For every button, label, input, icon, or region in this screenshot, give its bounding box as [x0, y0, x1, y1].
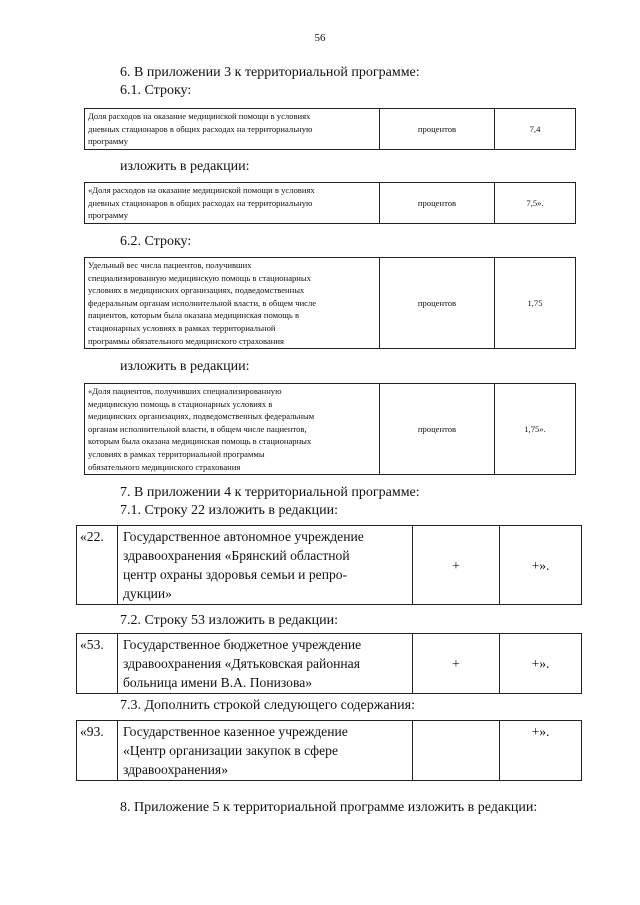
unit-cell: процентов — [380, 258, 495, 349]
text-line: центр охраны здоровья семьи и репро- — [123, 567, 348, 582]
value-cell: 7,4 — [495, 109, 576, 150]
value-cell: 1,75 — [495, 258, 576, 349]
text-line: дукции» — [123, 586, 172, 601]
table-row — [85, 258, 576, 349]
table-row — [85, 384, 576, 475]
table-row — [85, 183, 576, 224]
unit-cell: процентов — [380, 183, 495, 224]
text-line: «Доля расходов на оказание медицинской помощи в условиях — [88, 185, 315, 195]
table-6-2-new — [84, 383, 576, 475]
text-line: Доля расходов на оказание медицинской помощи в условиях — [88, 111, 311, 121]
section-7-heading: 7. В приложении 4 к территориальной программе: — [120, 485, 420, 500]
text-line: больница имени В.А. Понизова» — [123, 675, 313, 690]
page-number: 56 — [314, 32, 326, 44]
indicator-text — [85, 109, 380, 150]
text-line: «Центр организации закупок в сфере — [123, 743, 338, 758]
unit-cell: процентов — [380, 384, 495, 475]
text-line: стационарных условиях в рамках территориальной — [88, 322, 276, 333]
table-7-3 — [76, 720, 582, 781]
indicator-text — [85, 384, 380, 475]
value-cell: 1,75». — [495, 384, 576, 475]
text-line: Государственное бюджетное учреждение — [123, 637, 362, 652]
text-line: программу — [88, 210, 129, 221]
mark-cell-2: +». — [500, 634, 582, 694]
mark-cell-1: + — [413, 526, 500, 605]
section-6-2-heading: 6.2. Строку: — [120, 234, 192, 249]
table-row — [85, 109, 576, 150]
table-row — [77, 526, 582, 605]
text-line: обязательного медицинского страхования — [88, 461, 241, 472]
table-6-1-new — [84, 182, 576, 224]
text-line: условиях в медицинских организациях, подведомственных — [88, 285, 305, 296]
text-line: Удельный вес числа пациентов, получивших — [88, 260, 252, 270]
section-6-heading: 6. В приложении 3 к территориальной программе: — [120, 65, 420, 80]
text-line: дневных стационаров в общих расходах на территориальную — [88, 197, 313, 208]
table-7-2 — [76, 633, 582, 694]
row-number: «22. — [77, 526, 118, 605]
text-line: Государственное казенное учреждение — [123, 724, 348, 739]
text-line: органам исполнительной власти, в общем числе пациентов, — [88, 423, 307, 434]
table-6-1-original — [84, 108, 576, 150]
text-line: программы обязательного медицинского страхования — [88, 335, 284, 346]
institution-name — [118, 526, 413, 605]
restate-label-2: изложить в редакции: — [120, 359, 250, 374]
value-cell: 7,5». — [495, 183, 576, 224]
text-line: федеральным органам исполнительной власти, в общем числе — [88, 297, 317, 308]
section-6-1-heading: 6.1. Строку: — [120, 83, 192, 98]
text-line: «Доля пациентов, получивших специализированную — [88, 386, 282, 396]
row-number: «93. — [77, 721, 118, 781]
table-row — [77, 634, 582, 694]
text-line: здравоохранения «Дятьковская районная — [123, 656, 360, 671]
text-line: специализированную медицинскую помощь в стационарных — [88, 272, 311, 283]
text-line: Государственное автономное учреждение — [123, 529, 364, 544]
institution-name — [118, 721, 413, 781]
text-line: здравоохранения «Брянский областной — [123, 548, 350, 563]
section-7-3-heading: 7.3. Дополнить строкой следующего содержания: — [120, 698, 415, 713]
indicator-text — [85, 183, 380, 224]
mark-cell-1 — [413, 721, 500, 781]
section-7-1-heading: 7.1. Строку 22 изложить в редакции: — [120, 503, 339, 518]
institution-name — [118, 634, 413, 694]
text-line: условиях в рамках территориальной программы — [88, 448, 265, 459]
text-line: медицинских организациях, подведомственных федеральным — [88, 411, 315, 422]
table-row — [77, 721, 582, 781]
restate-label-1: изложить в редакции: — [120, 159, 250, 174]
indicator-text — [85, 258, 380, 349]
table-6-2-original — [84, 257, 576, 349]
text-line: медицинскую помощь в стационарных условиях в — [88, 398, 273, 409]
section-7-2-heading: 7.2. Строку 53 изложить в редакции: — [120, 613, 339, 628]
mark-cell-2: +». — [500, 526, 582, 605]
section-8-heading: 8. Приложение 5 к территориальной программе изложить в редакции: — [120, 800, 538, 815]
mark-cell-1: + — [413, 634, 500, 694]
mark-cell-2: +». — [500, 721, 582, 781]
text-line: дневных стационаров в общих расходах на территориальную — [88, 123, 313, 134]
row-number: «53. — [77, 634, 118, 694]
text-line: пациентов, которым была оказана медицинская помощь в — [88, 310, 300, 321]
text-line: программу — [88, 136, 129, 147]
text-line: здравоохранения» — [123, 762, 228, 777]
unit-cell: процентов — [380, 109, 495, 150]
text-line: которым была оказана медицинская помощь в стационарных — [88, 436, 312, 447]
table-7-1 — [76, 525, 582, 605]
